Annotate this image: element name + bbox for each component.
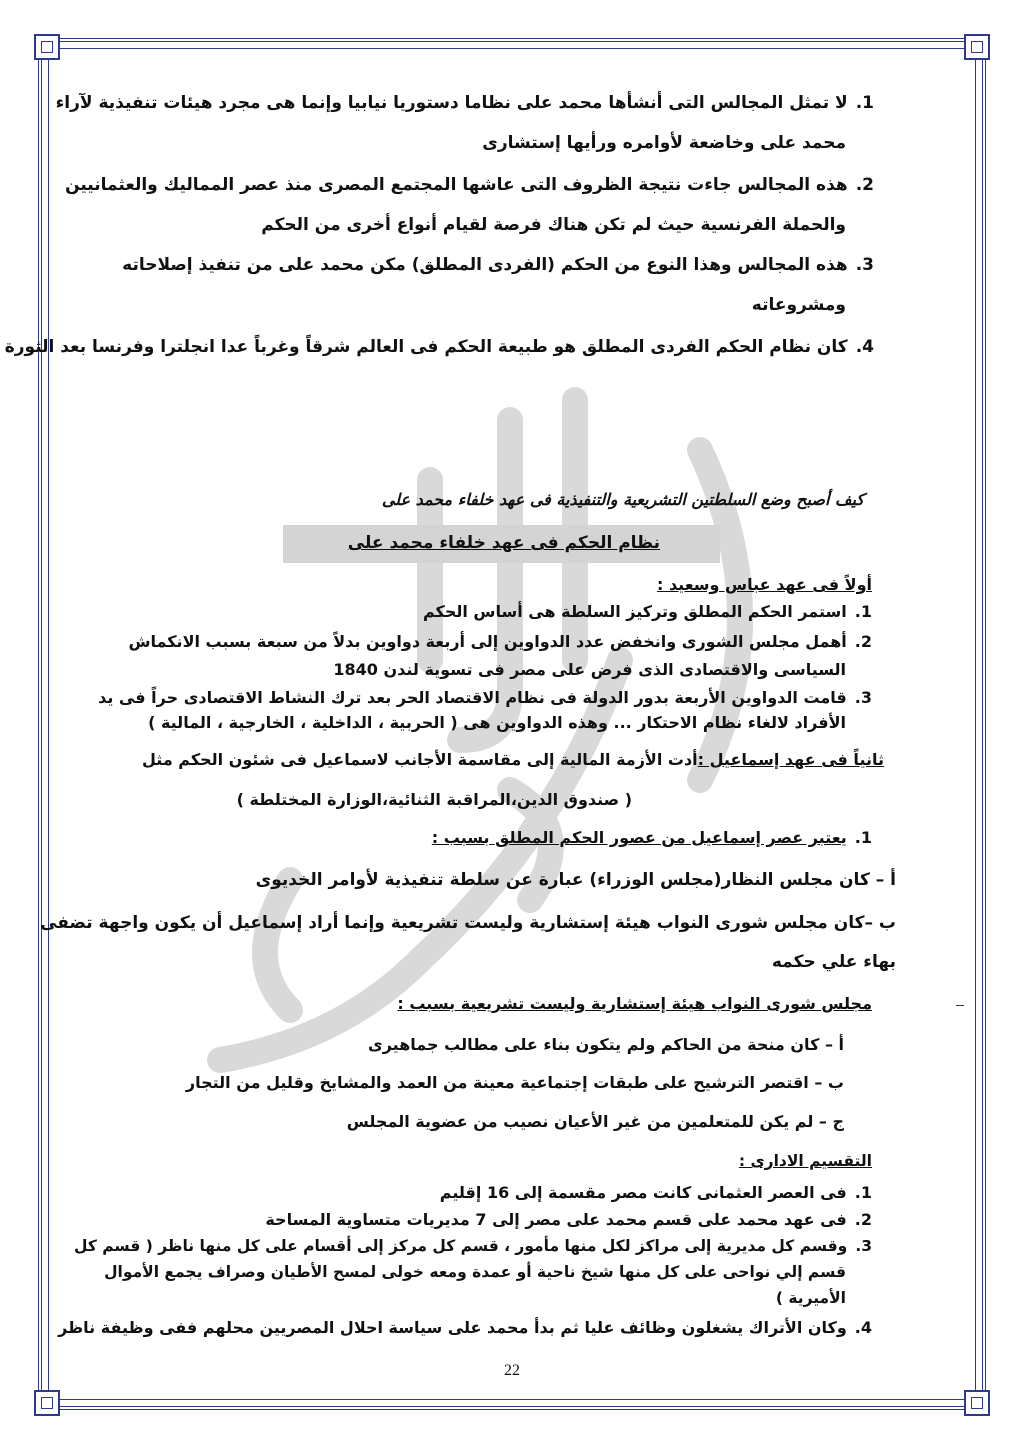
section1-item-3-text: هذه المجالس وهذا النوع من الحكم (الفردى المطلق) مكن محمد على من تنفيذ إصلاحاته	[122, 255, 848, 275]
admin-item-1-text: فى العصر العثمانى كانت مصر مقسمة إلى 16 إقليم	[439, 1183, 847, 1202]
admin-title: التقسيم الادارى :	[738, 1152, 872, 1170]
admin-item-2-text: فى عهد محمد على قسم محمد على مصر إلى 7 مديريات متساوية المساحة	[265, 1210, 847, 1229]
section1-item-1-number: 1.	[855, 93, 874, 113]
admin-item-3-line1	[74, 1237, 872, 1255]
second-era-point	[432, 828, 872, 847]
decorative-question-title: كيف أصبح وضع السلطتين التشريعية والتنفيذية فى عهد خلفاء محمد على	[381, 490, 864, 509]
admin-item-1	[440, 1183, 872, 1202]
council-title: مجلس شورى النواب هيئة إستشارية وليست تشريعية بسبب :	[397, 994, 872, 1013]
second-era-text: أدت الأزمة المالية إلى مقاسمة الأجانب لاسماعيل فى شئون الحكم مثل	[142, 750, 698, 769]
section1-item-4-line1	[5, 337, 874, 357]
section1-item-2-number: 2.	[855, 175, 874, 195]
section1-item-2-line1	[65, 175, 874, 195]
first-item-3-line2: الأفراد لالغاء نظام الاحتكار ... وهذه الدواوين هى ( الحربية ، الداخلية ، الخارجية ، المالية )	[148, 713, 846, 732]
page-number: 22	[504, 1362, 520, 1379]
first-item-2-number: 2.	[854, 632, 872, 651]
first-item-1-number: 1.	[854, 602, 872, 621]
first-item-1	[423, 602, 872, 621]
margin-dash	[956, 1005, 964, 1006]
admin-item-3-number: 3.	[855, 1237, 872, 1255]
second-era-line1	[142, 750, 884, 769]
second-era-b-line1: ب –كان مجلس شورى النواب هيئة إستشارية وليست تشريعية وإنما أراد إسماعيل أن يكون واجهة تضفى	[40, 913, 896, 933]
first-era-title: أولاً فى عهد عباس وسعيد :	[656, 575, 872, 594]
admin-item-3-line3: الأميرية )	[775, 1289, 846, 1307]
first-item-1-text: استمر الحكم المطلق وتركيز السلطة هى أساس الحكم	[422, 602, 847, 621]
admin-item-4-number: 4.	[854, 1318, 872, 1337]
second-era-point-text: يعتبر عصر إسماعيل من عصور الحكم المطلق بسبب :	[431, 828, 847, 847]
admin-item-4-text: وكان الأتراك يشغلون وظائف عليا ثم بدأ محمد على سياسة احلال المصريين محلهم ففى وظيفة ناظر	[58, 1318, 847, 1337]
corner-ornament-bottom-right	[964, 1390, 990, 1416]
section1-item-1-line1	[56, 93, 874, 113]
first-item-3-number: 3.	[854, 688, 872, 707]
corner-ornament-top-left	[34, 34, 60, 60]
section1-item-3-line2: ومشروعاته	[751, 295, 846, 315]
council-item-a: أ – كان منحة من الحاكم ولم يتكون بناء على مطالب جماهيرى	[368, 1035, 844, 1054]
section1-item-3-number: 3.	[855, 255, 874, 275]
corner-ornament-bottom-left	[34, 1390, 60, 1416]
admin-item-1-number: 1.	[854, 1183, 872, 1202]
section1-item-1-line2: محمد على وخاضعة لأوامره ورأيها إستشارى	[482, 133, 846, 153]
section1-item-3-line1	[122, 255, 874, 275]
admin-item-4	[58, 1318, 872, 1337]
second-era-line2: ( صندوق الدين،المراقبة الثنائية،الوزارة المختلطة )	[236, 790, 632, 809]
section1-item-2-text: هذه المجالس جاءت نتيجة الظروف التى عاشها المجتمع المصرى منذ عصر المماليك والعثمانيين	[65, 175, 848, 195]
corner-ornament-top-right	[964, 34, 990, 60]
section1-item-4-number: 4.	[855, 337, 874, 357]
admin-item-2	[265, 1210, 872, 1229]
council-item-b: ب – اقتصر الترشيح على طبقات إجتماعية معينة من العمد والمشايخ وقليل من التجار	[185, 1073, 844, 1092]
first-item-2-line1	[128, 632, 872, 651]
first-item-3-text: قامت الدواوين الأربعة بدور الدولة فى نظام الاقتصاد الحر بعد ترك النشاط الاقتصادى حراً فى يد	[98, 688, 847, 707]
section-heading: نظام الحكم فى عهد خلفاء محمد على	[347, 533, 660, 553]
first-item-2-text: أهمل مجلس الشورى وانخفض عدد الدواوين إلى أربعة دواوين بدلاً من سبعة بسبب الانكماش	[128, 632, 847, 651]
second-era-point-number: 1.	[854, 828, 872, 847]
section1-item-1-text: لا تمثل المجالس التى أنشأها محمد على نظاما دستوريا نيابيا وإنما هى مجرد هيئات تنفيذية لآراء	[55, 93, 848, 113]
admin-item-2-number: 2.	[854, 1210, 872, 1229]
admin-item-3-line2: قسم إلي نواحى على كل منها شيخ ناحية أو عمدة ومعه خولى لمسح الأطيان وصراف يجمع الأموال	[104, 1263, 846, 1281]
admin-item-3-text: وقسم كل مديرية إلى مراكز لكل منها مأمور ، قسم كل مركز إلى أقسام على كل منها ناظر ( قسم كل	[74, 1237, 848, 1255]
first-item-2-line2: السياسى والاقتصادى الذى فرض على مصر فى تسوية لندن 1840	[333, 660, 846, 679]
section-heading-box	[283, 525, 720, 563]
first-item-3-line1	[98, 688, 872, 707]
second-era-a: أ – كان مجلس النظار(مجلس الوزراء) عبارة عن سلطة تنفيذية لأوامر الخديوى	[255, 870, 896, 890]
second-era-title: ثانياً فى عهد إسماعيل :	[697, 750, 884, 769]
second-era-b-line2: بهاء علي حكمه	[771, 952, 896, 972]
section1-item-4-text: كان نظام الحكم الفردى المطلق هو طبيعة الحكم فى العالم شرقاً وغرباً عدا انجلترا وفرنسا بعد الثورة	[4, 337, 848, 357]
section1-item-2-line2: والحملة الفرنسية حيث لم تكن هناك فرصة لقيام أنواع أخرى من الحكم	[261, 215, 846, 235]
council-item-c: ج – لم يكن للمتعلمين من غير الأعيان نصيب من عضوية المجلس	[346, 1112, 844, 1131]
